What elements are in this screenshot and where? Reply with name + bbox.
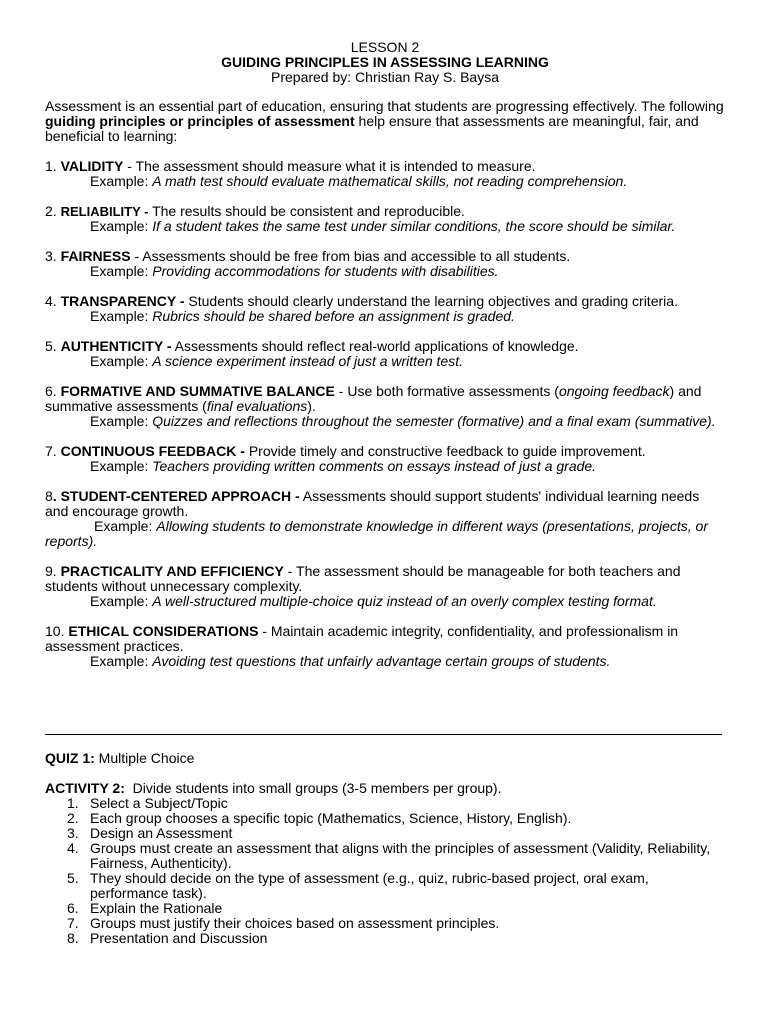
- list-item: 5. They should decide on the type of assessment (e.g., quiz, rubric-based project, oral exam, performance task).: [67, 870, 649, 901]
- horizontal-divider: [45, 734, 722, 735]
- quiz-line: QUIZ 1: Multiple Choice: [45, 750, 195, 766]
- list-item: 7. Groups must justify their choices based on assessment principles.: [67, 915, 500, 931]
- principle-student-centered-approach: 8. STUDENT-CENTERED APPROACH - Assessments should support students' individual learning needs and encourage growth. Example: Allowing students to demonstrate knowledge in different ways (presentations, projects, or reports).: [45, 489, 725, 549]
- example-line: Example: A science experiment instead of just a written test.: [90, 353, 463, 369]
- list-item: 6. Explain the Rationale: [67, 900, 223, 916]
- example-line: Example: Quizzes and reflections throughout the semester (formative) and a final exam (summative).: [90, 413, 716, 429]
- example-line: Example: If a student takes the same test under similar conditions, the score should be similar.: [90, 218, 676, 234]
- principle-ethical-considerations: 10. ETHICAL CONSIDERATIONS - Maintain academic integrity, confidentiality, and professionalism in assessment practices. Example: Avoiding test questions that unfairly advantage certain groups of students.: [45, 624, 725, 669]
- intro-paragraph: Assessment is an essential part of education, ensuring that students are progressing effectively. The following guiding principles or principles of assessment help ensure that assessments are meaningful, fair, and beneficial to learning:: [45, 98, 724, 144]
- example-line: Example: Teachers providing written comments on essays instead of just a grade.: [90, 458, 597, 474]
- list-item: 4. Groups must create an assessment that aligns with the principles of assessment (Validity, Reliability, Fairness, Authenticity).: [67, 840, 711, 871]
- principle-practicality-efficiency: 9. PRACTICALITY AND EFFICIENCY - The assessment should be manageable for both teachers and students without unnecessary complexity. Example: A well-structured multiple-choice quiz instead of an overly complex testing format.: [45, 564, 725, 609]
- principle-continuous-feedback: 7. CONTINUOUS FEEDBACK - Provide timely and constructive feedback to guide improvement. Example: Teachers providing written comments on essays instead of just a grade.: [45, 444, 725, 474]
- principle-authenticity: 5. AUTHENTICITY - Assessments should reflect real-world applications of knowledge. Example: A science experiment instead of just a written test.: [45, 339, 725, 369]
- example-line: Example: A well-structured multiple-choice quiz instead of an overly complex testing format.: [90, 593, 657, 609]
- example-line: Example: Providing accommodations for students with disabilities.: [90, 263, 499, 279]
- principle-formative-summative-balance: 6. FORMATIVE AND SUMMATIVE BALANCE - Use both formative assessments (ongoing feedback) and summative assessments (final evaluations). Example: Quizzes and reflections throughout the semester (formative) and a final exam (summative).: [45, 384, 725, 429]
- author-line: Prepared by: Christian Ray S. Baysa: [271, 69, 499, 85]
- list-item: 1. Select a Subject/Topic: [67, 795, 228, 811]
- list-item: 8. Presentation and Discussion: [67, 930, 268, 946]
- list-item: 2. Each group chooses a specific topic (Mathematics, Science, History, English).: [67, 810, 572, 826]
- document-page: [45, 40, 725, 669]
- principle-validity: 1. VALIDITY - The assessment should measure what it is intended to measure. Example: A math test should evaluate mathematical skills, not reading comprehension.: [45, 159, 725, 189]
- principle-transparency: 4. TRANSPARENCY - Students should clearly understand the learning objectives and grading criteria. Example: Rubrics should be shared before an assignment is graded.: [45, 294, 725, 324]
- list-item: 3. Design an Assessment: [67, 825, 233, 841]
- principle-fairness: 3. FAIRNESS - Assessments should be free from bias and accessible to all students. Example: Providing accommodations for students with disabilities.: [45, 249, 725, 279]
- principle-reliability: 2. RELIABILITY - The results should be consistent and reproducible. Example: If a student takes the same test under similar conditions, the score should be similar.: [45, 204, 725, 234]
- lesson-title: GUIDING PRINCIPLES IN ASSESSING LEARNING: [221, 54, 549, 70]
- activity-steps-list: [45, 796, 725, 946]
- activity-heading: ACTIVITY 2: Divide students into small groups (3-5 members per group).: [45, 780, 502, 796]
- activities-section: [45, 751, 725, 946]
- example-line: Example: Avoiding test questions that unfairly advantage certain groups of students.: [90, 653, 611, 669]
- example-line: Example: Allowing students to demonstrate knowledge in different ways (presentations, projects, or reports).: [45, 518, 708, 549]
- lesson-number: LESSON 2: [350, 39, 420, 55]
- example-line: Example: Rubrics should be shared before an assignment is graded.: [90, 308, 515, 324]
- example-line: Example: A math test should evaluate mathematical skills, not reading comprehension.: [90, 173, 628, 189]
